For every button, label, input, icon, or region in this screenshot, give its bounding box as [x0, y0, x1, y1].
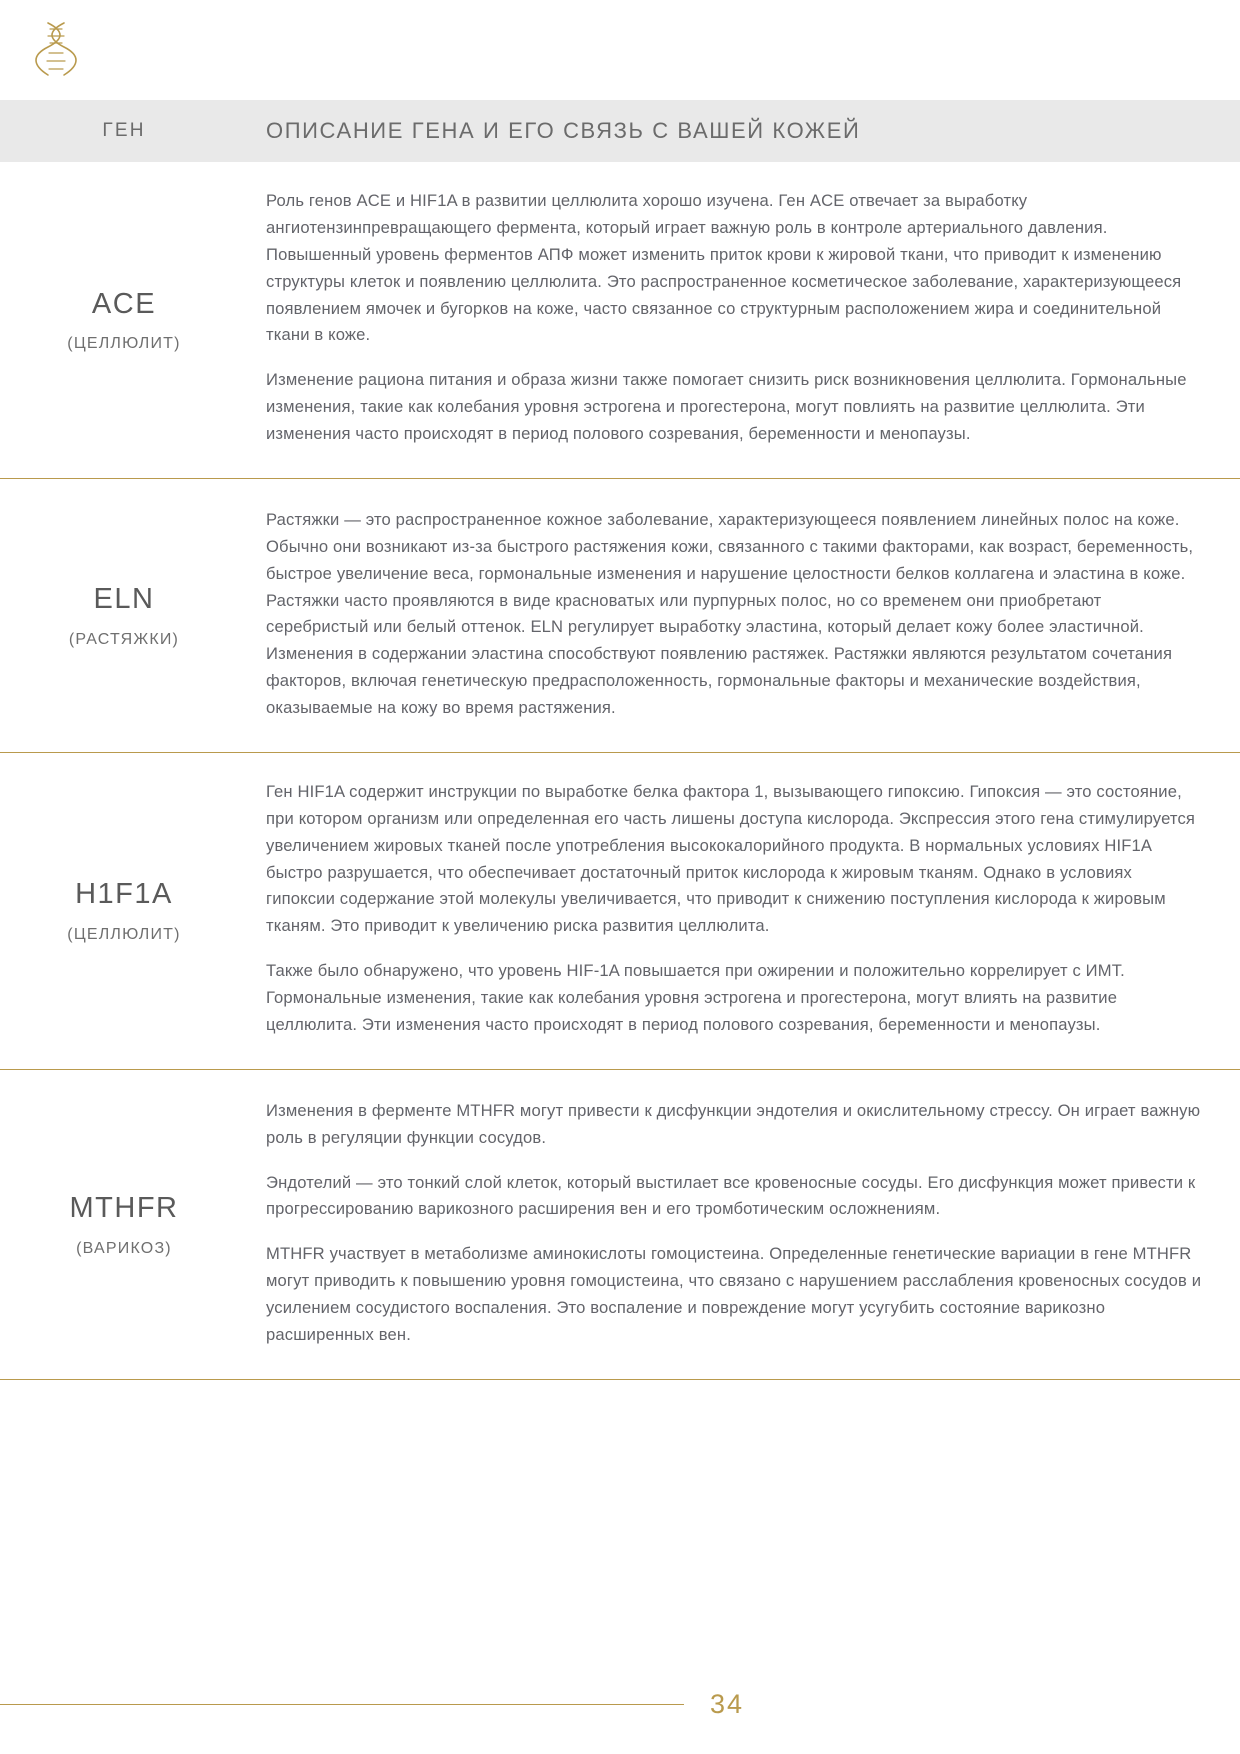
description-paragraph: Изменения в ферменте MTHFR могут привести к дисфункции эндотелия и окислительному стрессу. Он играет важную роль в регуляции функции сосудов.: [266, 1100, 1201, 1147]
column-header-gene: ГЕН: [102, 120, 146, 141]
gene-description-cell: [248, 1070, 1240, 1379]
description-paragraph: Роль генов ACE и HIF1A в развитии целлюлита хорошо изучена. Ген ACE отвечает за выработку ангиотензинпревращающего фермента, который играет важную роль в контроле артериального давления. Повышенный уровень ферментов АПФ может изменить приток крови к жировой ткани, что приводит к изменению структуры клеток и появлению целлюлита. Это распространенное косметическое заболевание, характеризующееся появлением ямочек и бугорков на коже, часто связанное со структурным расположением жира и соединительной ткани в коже.: [266, 191, 1182, 345]
table-row: [0, 1070, 1240, 1380]
description-paragraph: MTHFR участвует в метаболизме аминокислоты гомоцистеина. Определенные генетические вариации в гене MTHFR могут приводить к повышению уровня гомоцистеина, что связано с нарушением расслабления кровеносных сосудов и усилением сосудистого воспаления. Это воспаление и повреждение могут усугубить состояние варикозно расширенных вен.: [266, 1244, 1202, 1344]
page-number: 34: [709, 1689, 744, 1719]
page-footer: [0, 1689, 1240, 1720]
gene-cell: [0, 1070, 248, 1379]
table-row: [0, 162, 1240, 479]
description-paragraph: Также было обнаружено, что уровень HIF-1A повышается при ожирении и положительно коррелирует с ИМТ. Гормональные изменения, такие как колебания уровня эстрогена и прогестерона, могут влиять на развитие целлюлита. Эти изменения часто происходят в период полового созревания, беременности и менопаузы.: [266, 961, 1125, 1034]
gene-description-cell: [248, 479, 1240, 752]
gene-trait: (ВАРИКОЗ): [76, 1239, 172, 1257]
gene-trait: (РАСТЯЖКИ): [68, 630, 180, 648]
gene-cell: [0, 479, 248, 752]
column-header-description: ОПИСАНИЕ ГЕНА И ЕГО СВЯЗЬ С ВАШЕЙ КОЖЕЙ: [266, 118, 861, 143]
description-paragraph: Эндотелий — это тонкий слой клеток, который выстилает все кровеносные сосуды. Его дисфункция может привести к прогрессированию варикозного расширения вен и его тромботическим осложнениям.: [266, 1172, 1196, 1219]
description-paragraph: Изменение рациона питания и образа жизни также помогает снизить риск возникновения целлюлита. Гормональные изменения, такие как колебания уровня эстрогена и прогестерона, могут повлиять на развитие целлюлита. Эти изменения часто происходят в период полового созревания, беременности и менопаузы.: [266, 370, 1187, 443]
gene-description-cell: [248, 753, 1240, 1069]
gene-cell: [0, 162, 248, 478]
gene-name: ACE: [91, 287, 157, 320]
gene-name: MTHFR: [69, 1191, 179, 1224]
description-paragraph: Растяжки — это распространенное кожное заболевание, характеризующееся появлением линейных полос на коже. Обычно они возникают из-за быстрого растяжения кожи, связанного с такими факторами, как возраст, беременность, быстрое увеличение веса, гормональные изменения и нарушение целостности белков коллагена и эластина в коже. Растяжки часто проявляются в виде красноватых или пурпурных полос, но со временем они приобретают серебристый или белый оттенок. ELN регулирует выработку эластина, который делает кожу более эластичной. Изменения в содержании эластина способствуют появлению растяжек. Растяжки являются результатом сочетания факторов, включая генетическую предрасположенность, гормональные факторы и механические воздействия, оказываемые на кожу во время растяжения.: [266, 509, 1194, 717]
gene-name: H1F1A: [75, 878, 173, 911]
table-row: [0, 479, 1240, 753]
description-paragraph: Ген HIF1A содержит инструкции по выработке белка фактора 1, вызывающего гипоксию. Гипоксия — это состояние, при котором организм или определенная его часть лишены доступа кислорода. Экспрессия этого гена стимулируется увеличением жировых тканей после употребления высококалорийного продукта. В нормальных условиях HIF1A быстро разрушается, что обеспечивает достаточный приток кислорода к жировым тканям. Однако в условиях гипоксии содержание этой молекулы увеличивается, что приводит к снижению поступления кислорода к жировым тканям. Это приводит к увеличению риска развития целлюлита.: [266, 781, 1196, 936]
dna-helix-logo-icon: [34, 19, 80, 81]
gene-description-cell: [248, 162, 1240, 478]
table-header-row: [0, 100, 1240, 162]
brand-logo: [0, 0, 1240, 100]
gene-name: ELN: [93, 582, 155, 615]
gene-cell: [0, 753, 248, 1069]
footer-divider-left: [0, 1704, 684, 1705]
gene-trait: (ЦЕЛЛЮЛИТ): [67, 926, 181, 944]
gene-trait: (ЦЕЛЛЮЛИТ): [67, 335, 181, 353]
table-row: [0, 753, 1240, 1070]
